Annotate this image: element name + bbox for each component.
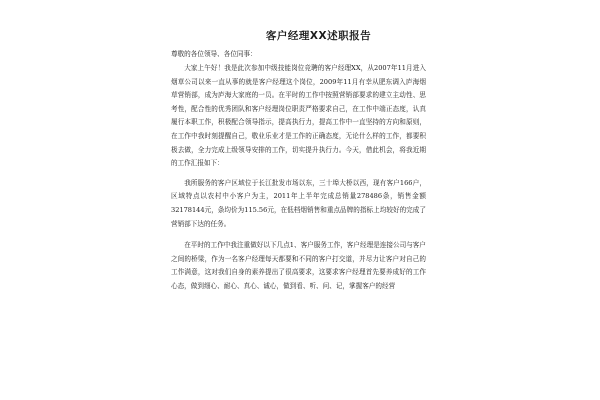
paragraph-intro: 大家上午好！我是此次参加中级技能岗位竞聘的客户经理XX，从2007年11月进入烟草公司以来一直从事的就是客户经理这个岗位，2009年11月有幸从肥东调入庐海烟草营销部，成为庐海大家庭的一员。在平时的工作中按照营销部要求的建立主动性、思考性，配合性的优秀团队和客户经理岗位职责严格要求自己，在工作中端正态度，认真履行本职工作，积极配合领导指示，提高执行力，提高工作中一直坚持的方向和原则，在工作中我时刻提醒自己，敬业乐业才是工作的正确态度，无论什么样的工作，都要积极去做，全力完成上级领导安排的工作，切实提升执行力。今天，借此机会，将我近期的工作汇报如下： bbox=[171, 64, 426, 168]
paragraph-service-area: 我所服务的客户区域位于长江批发市场以东，三十埠大桥以西，现有客户166户，区域特点以农村中小客户为主，2011年上半年完成总销量278486条，销售金额32178144元，条均价为115.56元，在低档烟销售和重点品牌的指标上均较好的完成了营销部下达的任务。 bbox=[171, 178, 426, 228]
report-title: 客户经理XX述职报告 bbox=[265, 30, 372, 42]
report-body bbox=[171, 30, 426, 400]
paragraph-daily-work: 在平时的工作中我注重做好以下几点1、客户服务工作，客户经理是连接公司与客户之间的桥梁，作为一名客户经理每天都要和不同的客户打交道，并尽力让客户对自己的工作满意，这对我们自身的素养提出了很高要求，这要求客户经理首先要养成好的工作心态，做到细心、耐心、真心、诚心，做到看、听、问、记，掌握客户的经营 bbox=[171, 241, 426, 290]
salutation: 尊敬的各位领导、各位同事： bbox=[171, 50, 257, 58]
